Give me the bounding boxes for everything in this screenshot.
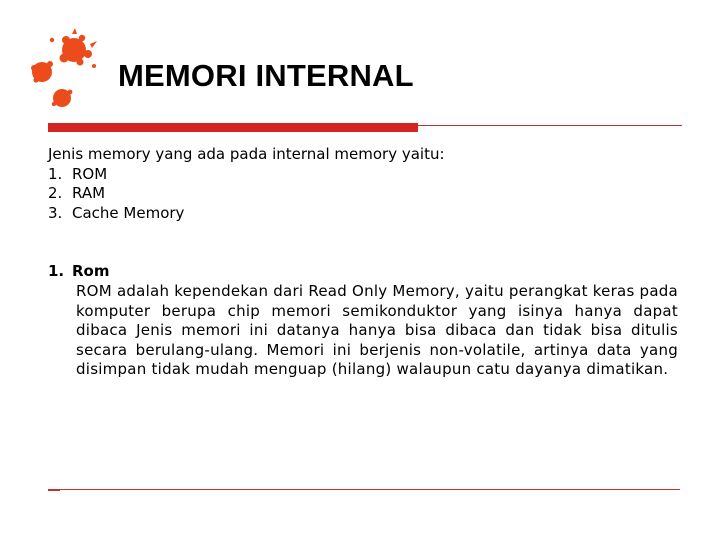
divider-thick-segment <box>48 123 418 132</box>
list-item-number: 2. <box>48 184 63 203</box>
divider-thin-segment <box>418 125 682 126</box>
list-item-number: 1. <box>48 164 63 183</box>
list-item-label: Cache Memory <box>72 203 185 222</box>
list-item <box>48 184 678 204</box>
section-heading <box>48 262 678 282</box>
list-item-label: RAM <box>72 184 106 203</box>
intro-block <box>48 145 678 223</box>
list-item-label: ROM <box>72 164 108 183</box>
footer-divider-thick-segment <box>48 489 60 491</box>
list-item <box>48 165 678 185</box>
page-title: MEMORI INTERNAL <box>118 58 414 93</box>
list-item-number: 3. <box>48 203 63 222</box>
list-item <box>48 204 678 224</box>
section-title: Rom <box>72 262 110 281</box>
slide-content <box>48 145 678 380</box>
intro-text: Jenis memory yang ada pada internal memory yaitu: <box>48 145 445 163</box>
section-body-text: ROM adalah kependekan dari Read Only Memory, yaitu perangkat keras pada komputer berupa chip memori semikonduktor yang isinya hanya dapat dibaca Jenis memori ini datanya hanya bisa dibaca dan tidak bisa ditulis secara berulang-ulang. Memori ini berjenis non-volatile, artinya data yang disimpan tidak mudah menguap (hilang) walaupun catu dayanya dimatikan. <box>76 281 678 379</box>
footer-divider <box>48 489 680 491</box>
section-number: 1. <box>48 262 65 281</box>
title-divider <box>48 123 682 132</box>
footer-divider-thin-segment <box>60 489 680 490</box>
memory-type-list <box>48 165 678 224</box>
rom-section <box>48 262 678 380</box>
paint-splatter-icon <box>28 28 100 112</box>
